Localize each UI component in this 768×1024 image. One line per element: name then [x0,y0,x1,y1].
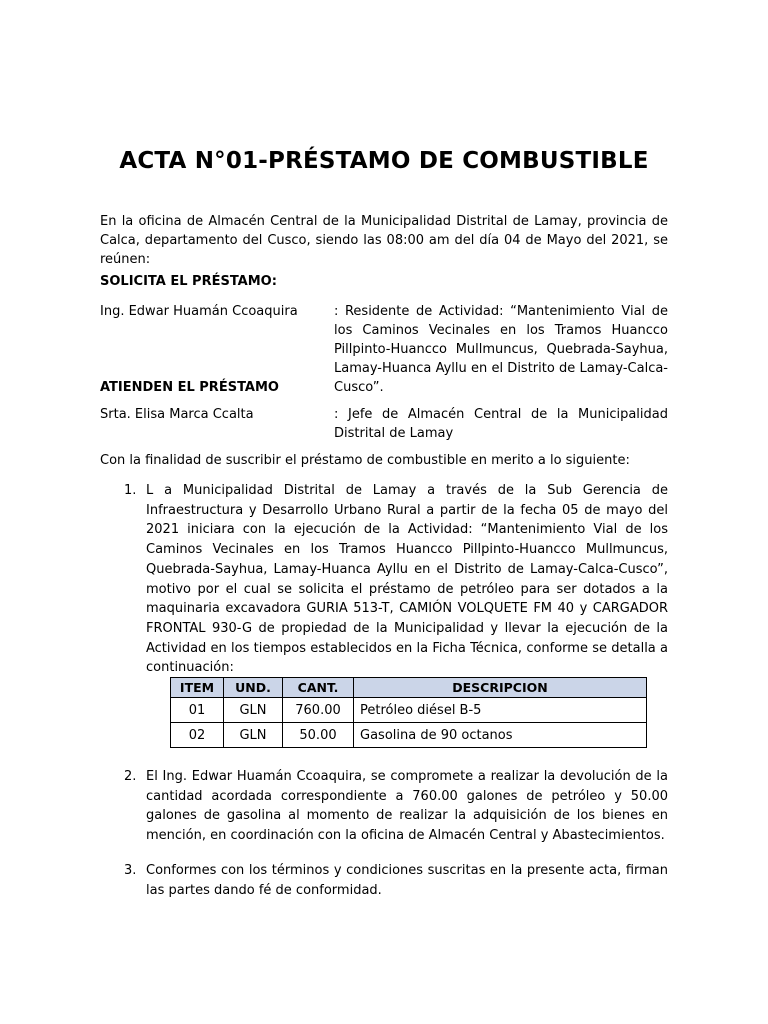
table-cell-unit: GLN [224,698,283,723]
atienden-heading: ATIENDEN EL PRÉSTAMO [100,380,279,395]
list-item-number: 3. [124,863,137,878]
finalidad-paragraph: Con la finalidad de suscribir el préstamo de combustible en merito a lo siguiente: [100,453,630,468]
table-cell-unit: GLN [224,723,283,748]
table-cell-qty: 50.00 [283,723,354,748]
list-item-number: 2. [124,769,137,784]
document-title: ACTA N°01-PRÉSTAMO DE COMBUSTIBLE [119,148,649,174]
solicita-name: Ing. Edwar Huamán Ccoaquira [100,304,298,319]
intro-paragraph: En la oficina de Almacén Central de la Municipalidad Distrital de Lamay, provincia de Calca, departamento del Cusco, siendo las 08:00 am del día 04 de Mayo del 2021, se reúnen: [100,214,668,267]
table-cell-description: Petróleo diésel B-5 [354,698,647,723]
table-cell-qty: 760.00 [283,698,354,723]
table-cell-item: 02 [171,723,224,748]
table-header-qty: CANT. [283,678,354,698]
table-row [171,723,647,748]
solicita-heading: SOLICITA EL PRÉSTAMO: [100,274,277,289]
atienden-name: Srta. Elisa Marca Ccalta [100,407,254,422]
table-header-description: DESCRIPCION [354,678,647,698]
solicita-role: : Residente de Actividad: “Mantenimiento Vial de los Caminos Vecinales en los Tramos Huancco Pillpinto-Huancco Mullmuncus, Quebrada-Sayhua, Lamay-Huanca Ayllu en el Distrito de Lamay-Calca-Cusco”. [334,304,668,395]
table-cell-description: Gasolina de 90 octanos [354,723,647,748]
atienden-role: : Jefe de Almacén Central de la Municipalidad Distrital de Lamay [334,407,668,441]
table-row [171,698,647,723]
list-item-text: El Ing. Edwar Huamán Ccoaquira, se compromete a realizar la devolución de la cantidad acordada correspondiente a 760.00 galones de petróleo y 50.00 galones de gasolina al momento de realizar la adquisición de los bienes en mención, en coordinación con la oficina de Almacén Central y Abastecimientos. [146,769,668,844]
table-header-unit: UND. [224,678,283,698]
list-item-text: Conformes con los términos y condiciones suscritas en la presente acta, firman las partes dando fé de conformidad. [146,863,668,898]
fuel-table [170,677,647,748]
table-header-row [171,678,647,698]
table-cell-item: 01 [171,698,224,723]
list-item-number: 1. [124,483,137,498]
table-header-item: ITEM [171,678,224,698]
list-item-text: L a Municipalidad Distrital de Lamay a través de la Sub Gerencia de Infraestructura y Desarrollo Urbano Rural a partir de la fecha 05 de mayo del 2021 iniciara con la ejecución de la Actividad: “Mantenimiento Vial de los Caminos Vecinales en los Tramos Huancco Pillpinto-Huancco Mullmuncus, Quebrada-Sayhua, Lamay-Huanca Ayllu en el Distrito de Lamay-Calca-Cusco”, motivo por el cual se solicita el préstamo de petróleo para ser dotados a la maquinaria excavadora GURIA 513-T, CAMIÓN VOLQUETE FM 40 y CARGADOR FRONTAL 930-G de propiedad de la Municipalidad y llevar la ejecución de la Actividad en los tiempos establecidos en la Ficha Técnica, conforme se detalla a continuación: [146,483,668,676]
